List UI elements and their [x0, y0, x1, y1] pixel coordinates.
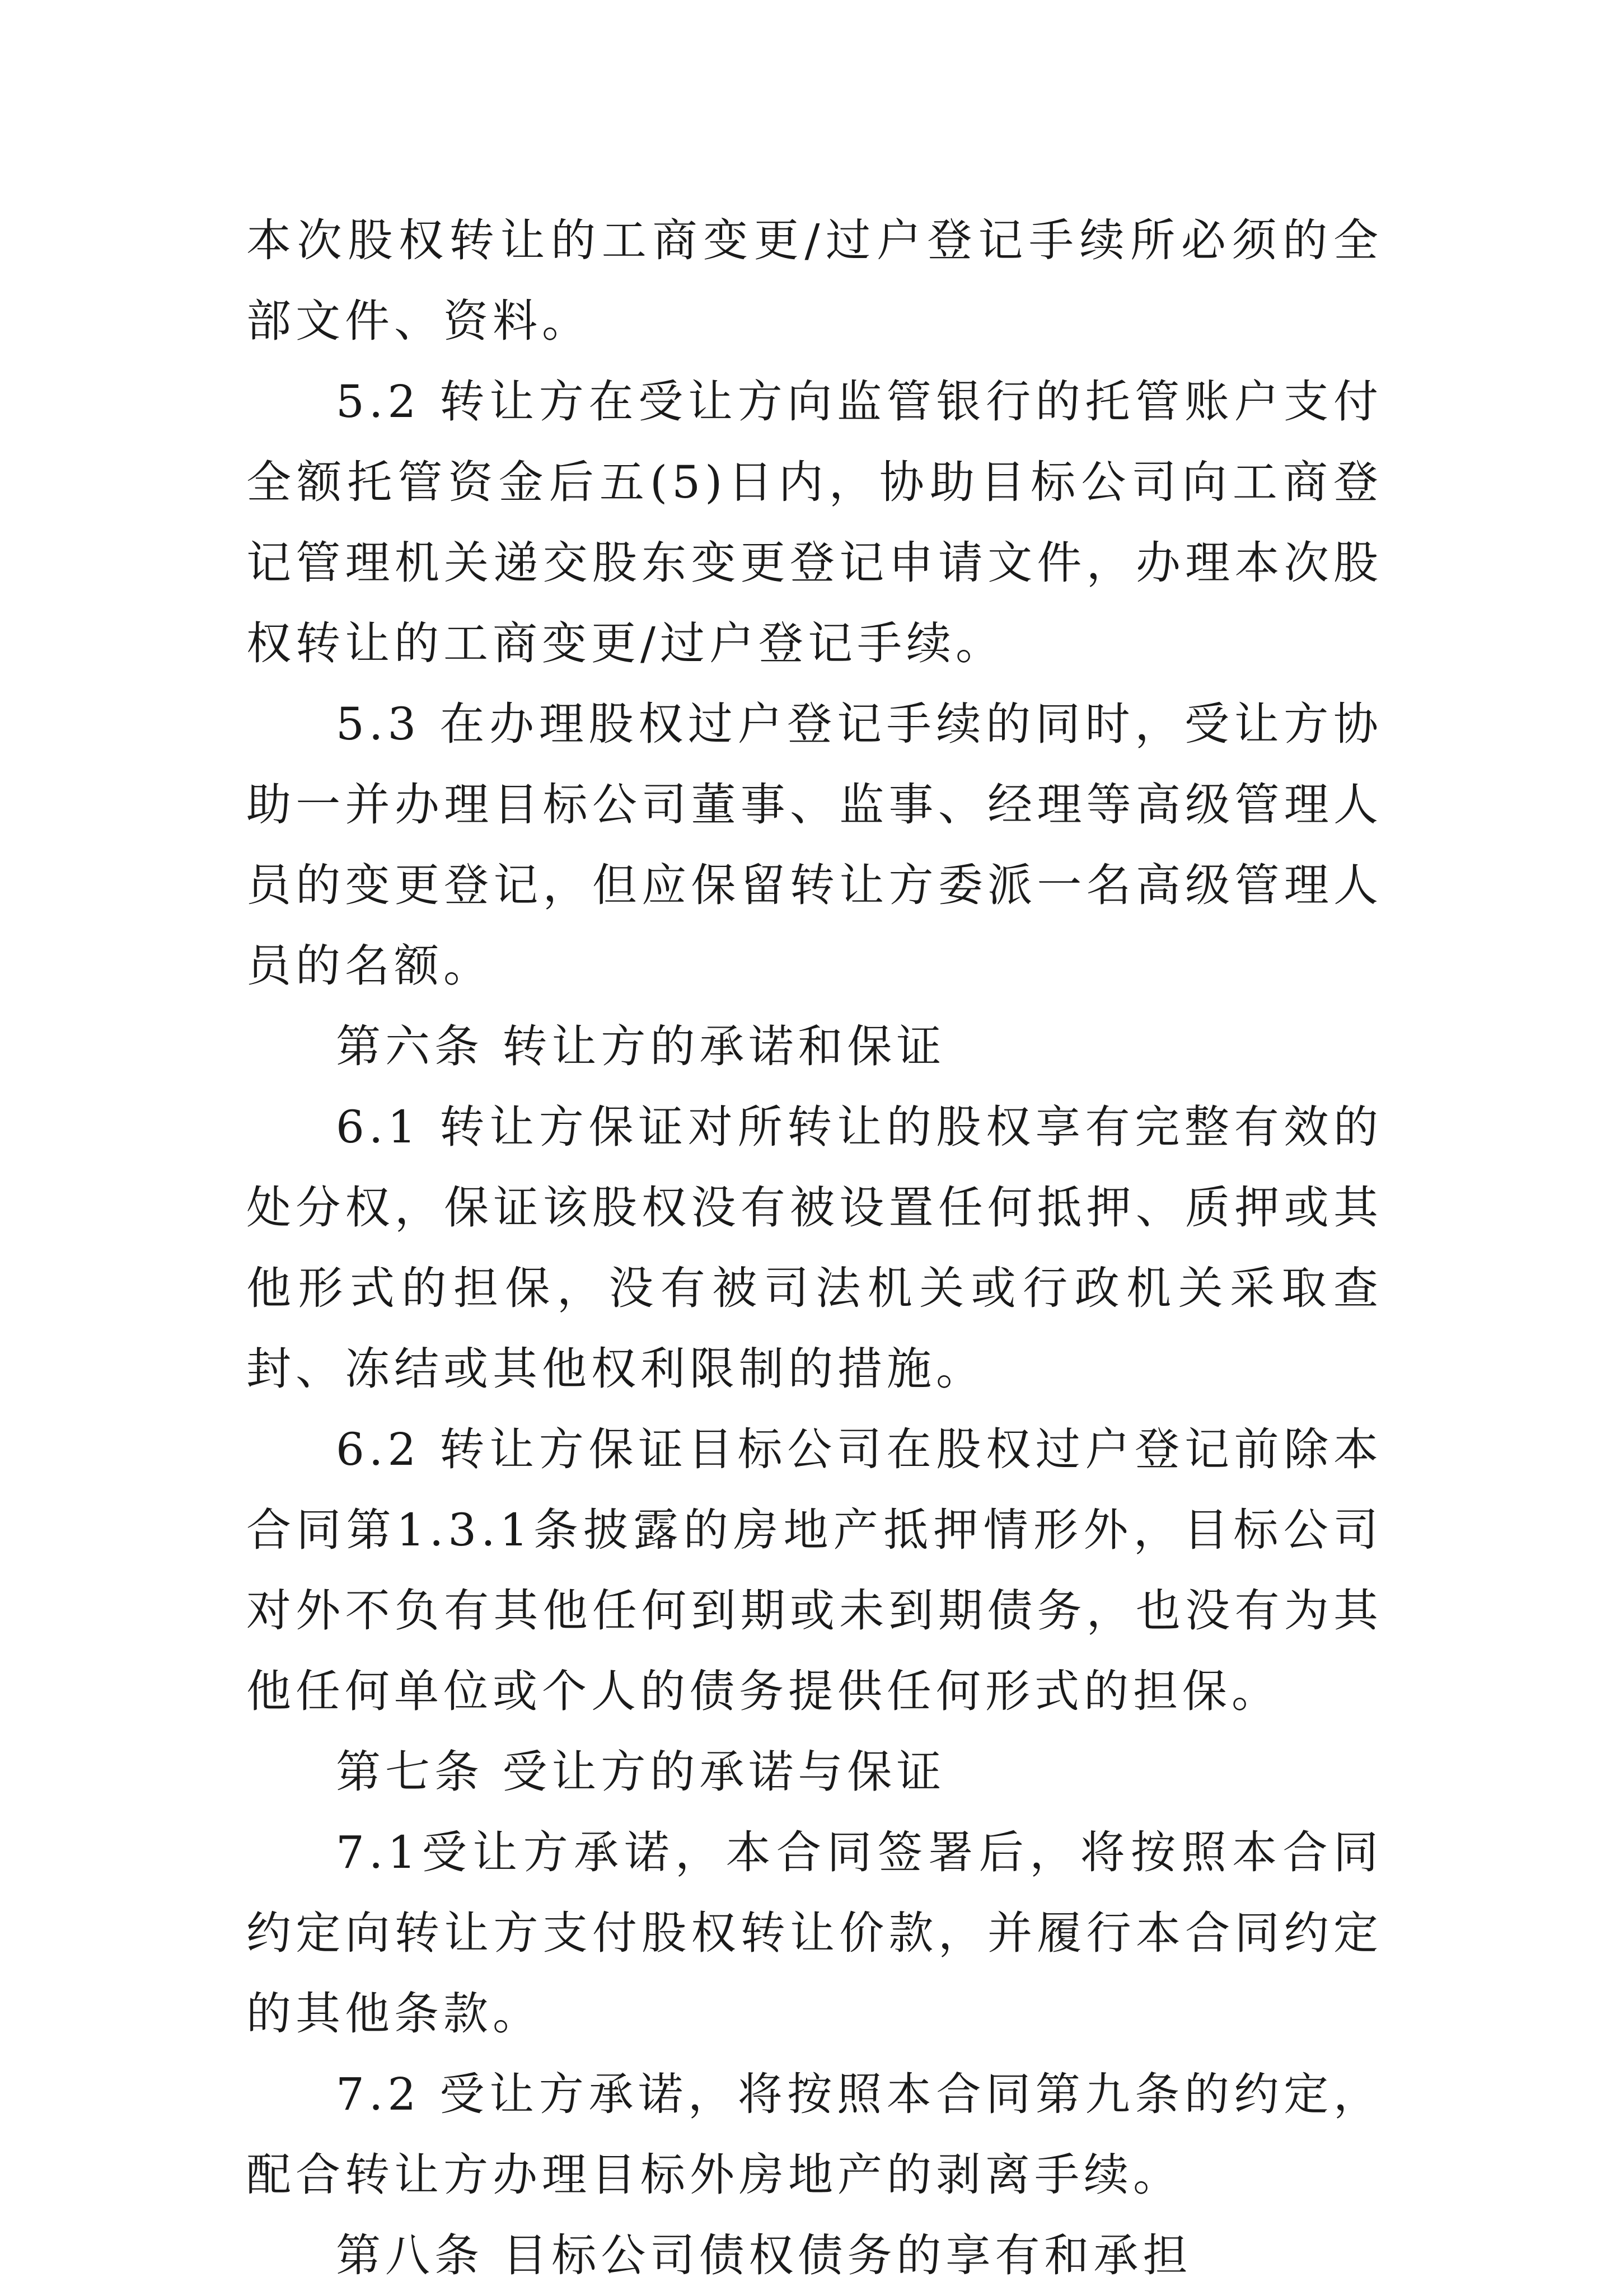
- clause-7-2: 7.2 受让方承诺，将按照本合同第九条的约定，配合转让方办理目标外房地产的剥离手续。: [246, 2068, 1383, 2201]
- paragraph-continuation: 本次股权转让的工商变更/过户登记手续所必须的全部文件、资料。: [246, 214, 1383, 347]
- clause-7-1: 7.1受让方承诺，本合同签署后，将按照本合同约定向转让方支付股权转让价款，并履行本合同约定的其他条款。: [246, 1826, 1383, 2040]
- clause-6-2: 6.2 转让方保证目标公司在股权过户登记前除本合同第1.3.1条披露的房地产抵押情形外，目标公司对外不负有其他任何到期或未到期债务，也没有为其他任何单位或个人的债务提供任何形式的担保。: [246, 1423, 1383, 1717]
- clause-5-2: 5.2 转让方在受让方向监管银行的托管账户支付全额托管资金后五(5)日内，协助目标公司向工商登记管理机关递交股东变更登记申请文件，办理本次股权转让的工商变更/过户登记手续。: [246, 376, 1383, 669]
- document-body: [246, 200, 1383, 2296]
- clause-6-1: 6.1 转让方保证对所转让的股权享有完整有效的处分权，保证该股权没有被设置任何抵押、质押或其他形式的担保，没有被司法机关或行政机关采取查封、冻结或其他权利限制的措施。: [246, 1101, 1383, 1395]
- article-8-heading: 第八条 目标公司债权债务的享有和承担: [336, 2229, 1192, 2281]
- article-7-heading: 第七条 受让方的承诺与保证: [336, 1746, 946, 1798]
- clause-5-3: 5.3 在办理股权过户登记手续的同时，受让方协助一并办理目标公司董事、监事、经理等高级管理人员的变更登记，但应保留转让方委派一名高级管理人员的名额。: [246, 698, 1383, 992]
- article-6-heading: 第六条 转让方的承诺和保证: [336, 1020, 946, 1072]
